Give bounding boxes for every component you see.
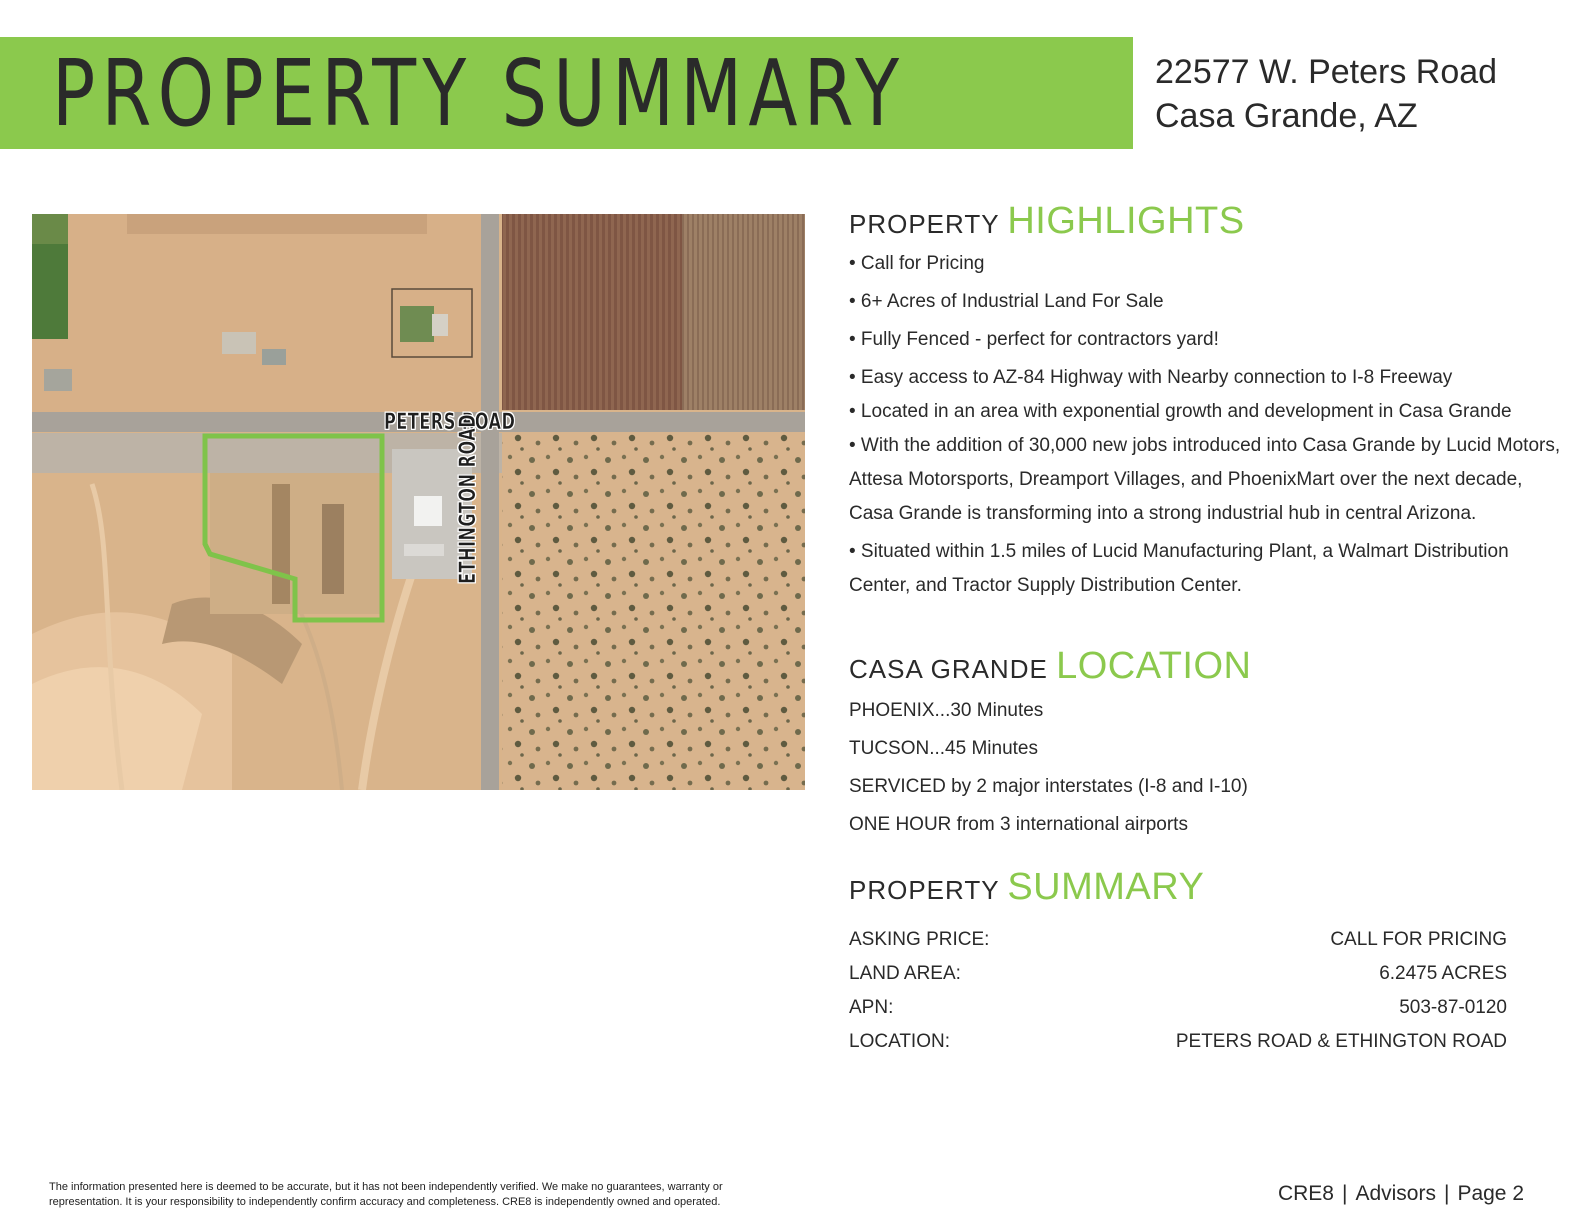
summary-label: LAND AREA: — [849, 963, 961, 984]
address-line-1: 22577 W. Peters Road — [1155, 53, 1498, 91]
disclaimer: The information presented here is deemed to be accurate, but it has not been independently verified. We make no guarantees, warranty or representation. It is your responsibility to independently confirm accuracy and completeness. CRE8 is independently owned and operated. — [49, 1181, 723, 1208]
summary-label: ASKING PRICE: — [849, 929, 990, 950]
brand-division: Advisors — [1355, 1182, 1436, 1205]
footer-separator: | — [1443, 1182, 1450, 1205]
footer-separator: | — [1341, 1182, 1348, 1205]
summary-heading-accent: SUMMARY — [1007, 866, 1205, 908]
aerial-map — [32, 214, 805, 790]
brand-name: CRE8 — [1277, 1182, 1334, 1205]
summary-value: CALL FOR PRICING — [1330, 929, 1507, 950]
address-line-2: Casa Grande, AZ — [1155, 97, 1418, 135]
location-list — [849, 692, 1569, 844]
summary-value: PETERS ROAD & ETHINGTON ROAD — [1175, 1031, 1507, 1052]
page-number: Page 2 — [1457, 1182, 1524, 1205]
highlight-item: • Call for Pricing — [849, 253, 985, 274]
highlight-item: • With the addition of 30,000 new jobs introduced into Casa Grande by Lucid Motors, Attesa Motorsports, Dreamport Villages, and PhoenixMart over the next decade, Casa Grande is transforming into a strong industrial hub in central Arizona. — [849, 435, 1561, 524]
highlight-item: • Fully Fenced - perfect for contractors yard! — [849, 329, 1219, 350]
peters-road-label: PETERS ROAD — [384, 410, 516, 435]
ethington-road-label: ETHINGTON ROAD — [456, 413, 481, 584]
summary-value: 6.2475 ACRES — [1379, 963, 1507, 984]
summary-heading — [849, 866, 1569, 909]
location-item: SERVICED by 2 major interstates (I-8 and I-10) — [849, 776, 1248, 797]
highlight-item: • Situated within 1.5 miles of Lucid Manufacturing Plant, a Walmart Distribution Center, and Tractor Supply Distribution Center. — [849, 541, 1509, 596]
summary-value: 503-87-0120 — [1399, 997, 1507, 1018]
location-item: ONE HOUR from 3 international airports — [849, 814, 1188, 835]
location-heading — [849, 645, 1569, 688]
table-row — [849, 1025, 1507, 1059]
summary-table — [849, 923, 1507, 1059]
location-heading-accent: LOCATION — [1056, 645, 1252, 687]
highlight-item: • 6+ Acres of Industrial Land For Sale — [849, 291, 1164, 312]
property-address — [1155, 50, 1497, 138]
table-row — [849, 991, 1507, 1025]
summary-label: APN: — [849, 997, 894, 1018]
details-column — [849, 200, 1569, 1059]
highlights-heading-accent: HIGHLIGHTS — [1007, 200, 1245, 242]
highlights-heading-prefix: PROPERTY — [849, 209, 1000, 239]
highlight-item: • Located in an area with exponential growth and development in Casa Grande — [849, 401, 1512, 422]
location-heading-prefix: CASA GRANDE — [849, 654, 1048, 684]
summary-label: LOCATION: — [849, 1031, 950, 1052]
page-title: PROPERTY SUMMARY — [52, 40, 906, 147]
highlight-item: • Easy access to AZ-84 Highway with Nearby connection to I-8 Freeway — [849, 367, 1453, 388]
highlights-list — [849, 247, 1569, 603]
location-item: TUCSON...45 Minutes — [849, 738, 1038, 759]
aerial-map-graphic — [32, 214, 805, 790]
summary-heading-prefix: PROPERTY — [849, 875, 1000, 905]
table-row — [849, 923, 1507, 957]
location-item: PHOENIX...30 Minutes — [849, 700, 1044, 721]
footer-branding — [1278, 1182, 1524, 1206]
highlights-heading — [849, 200, 1569, 243]
table-row — [849, 957, 1507, 991]
